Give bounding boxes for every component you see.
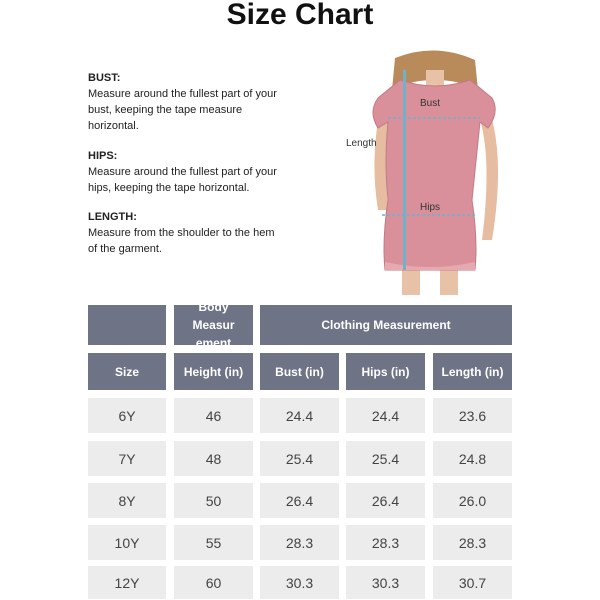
body-measurement-header: Body Measur ement	[174, 305, 253, 345]
bust-text-line: horizontal.	[88, 120, 139, 132]
cell-hips: 25.4	[346, 441, 425, 476]
bust-heading: BUST:	[88, 72, 121, 84]
cell-length: 30.7	[433, 566, 512, 599]
hips-heading: HIPS:	[88, 150, 118, 162]
cell-height: 48	[174, 441, 253, 476]
cell-hips: 26.4	[346, 483, 425, 518]
column-header-height: Height (in)	[174, 353, 253, 390]
cell-hips: 28.3	[346, 525, 425, 560]
cell-size: 7Y	[88, 441, 166, 476]
hips-text-line: hips, keeping the tape horizontal.	[88, 182, 250, 194]
bust-text-line: bust, keeping the tape measure	[88, 104, 243, 116]
cell-hips: 24.4	[346, 398, 425, 433]
bust-text-line: Measure around the fullest part of your	[88, 88, 277, 100]
cell-size: 12Y	[88, 566, 166, 599]
dress-illustration	[340, 50, 540, 295]
cell-bust: 30.3	[260, 566, 339, 599]
neck-shape	[426, 70, 444, 86]
cell-size: 6Y	[88, 398, 166, 433]
cell-size: 8Y	[88, 483, 166, 518]
column-header-size: Size	[88, 353, 166, 390]
hips-label: Hips	[420, 202, 441, 213]
empty-header-cell	[88, 305, 166, 345]
length-tape	[403, 70, 406, 270]
length-heading: LENGTH:	[88, 211, 137, 223]
dress-figure	[340, 50, 540, 295]
right-arm-shape	[480, 112, 498, 240]
column-header-hips: Hips (in)	[346, 353, 425, 390]
hips-text-line: Measure around the fullest part of your	[88, 166, 277, 178]
cell-bust: 26.4	[260, 483, 339, 518]
cell-length: 24.8	[433, 441, 512, 476]
length-label: Length	[346, 138, 377, 149]
cell-size: 10Y	[88, 525, 166, 560]
bust-instruction	[88, 70, 308, 134]
length-text-line: of the garment.	[88, 243, 162, 255]
cell-length: 28.3	[433, 525, 512, 560]
cell-bust: 28.3	[260, 525, 339, 560]
clothing-measurement-header: Clothing Measurement	[260, 305, 512, 345]
page-title: Size Chart	[226, 0, 374, 31]
cell-bust: 24.4	[260, 398, 339, 433]
cell-length: 23.6	[433, 398, 512, 433]
cell-length: 26.0	[433, 483, 512, 518]
column-header-length: Length (in)	[433, 353, 512, 390]
length-text-line: Measure from the shoulder to the hem	[88, 227, 275, 239]
bust-label: Bust	[420, 98, 441, 109]
length-instruction	[88, 209, 308, 257]
hips-instruction	[88, 148, 308, 196]
cell-height: 55	[174, 525, 253, 560]
cell-hips: 30.3	[346, 566, 425, 599]
cell-height: 46	[174, 398, 253, 433]
column-header-bust: Bust (in)	[260, 353, 339, 390]
cell-height: 60	[174, 566, 253, 599]
cell-bust: 25.4	[260, 441, 339, 476]
cell-height: 50	[174, 483, 253, 518]
